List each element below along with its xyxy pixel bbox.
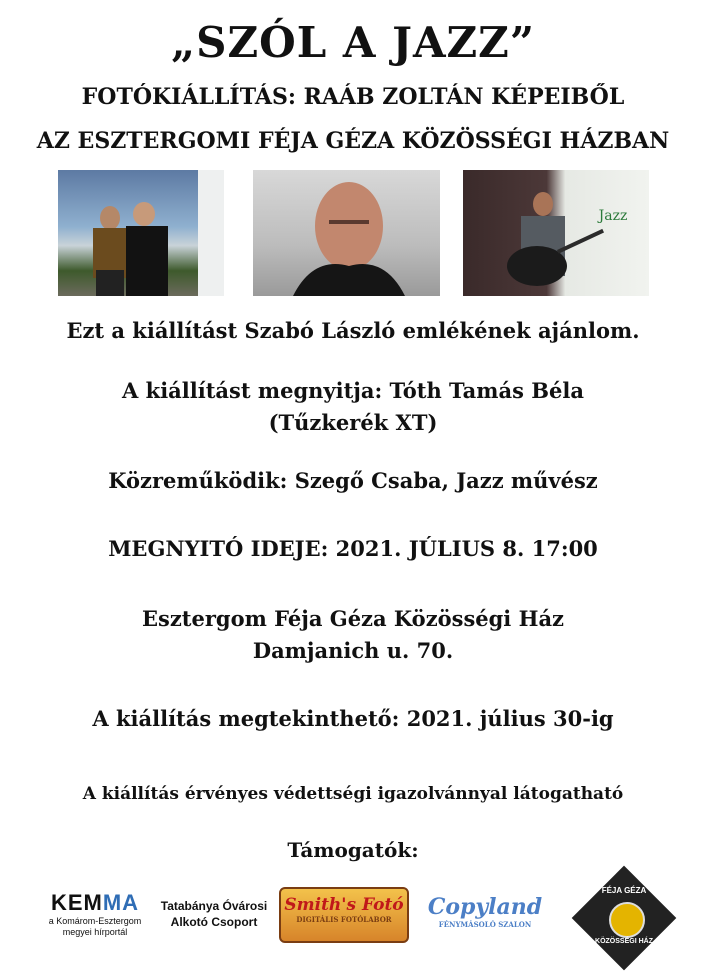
feja-geza-logo: [572, 866, 676, 970]
sponsors-label: Támogatók:: [287, 838, 419, 862]
entry-notice: A kiállítás érvényes védettségi igazolvánnyal látogatható: [82, 784, 624, 804]
viewable-until: A kiállítás megtekinthető: 2021. július 30-ig: [92, 706, 614, 731]
copyland-title: Copyland: [427, 894, 543, 920]
kemma-logo: [40, 880, 150, 940]
feja-logo-top: FÉJA GÉZA: [601, 886, 647, 895]
feja-logo-bottom: KÖZÖSSÉGI HÁZ: [595, 938, 653, 945]
opening-time: MEGNYITÓ IDEJE: 2021. JÚLIUS 8. 17:00: [108, 536, 598, 561]
exhibition-subtitle: FOTÓKIÁLLÍTÁS: RAÁB ZOLTÁN KÉPEIBŐL: [81, 84, 625, 110]
kemma-logo-ke: KEM: [50, 890, 103, 915]
photo-guitarist: [463, 170, 649, 296]
dedication-text: Ezt a kiállítást Szabó László emlékének ajánlom.: [66, 318, 640, 343]
copyland-subtitle: FÉNYMÁSOLÓ SZALON: [438, 920, 532, 929]
tatabanya-logo: [158, 880, 270, 958]
smiths-foto-title: Smith's Fotó: [284, 895, 404, 915]
venue-address: Damjanich u. 70.: [252, 638, 454, 663]
smiths-foto-subtitle: DIGITÁLIS FOTÓLABOR: [296, 915, 392, 924]
kemma-subtitle-1: a Komárom-Esztergom: [48, 916, 142, 926]
wheel-icon: [609, 902, 645, 938]
performer-text: Közreműködik: Szegő Csaba, Jazz művész: [108, 468, 598, 493]
venue-name: Esztergom Féja Géza Közösségi Ház: [142, 606, 564, 631]
tatabanya-line-1: Tatabánya Óvárosi: [160, 899, 268, 913]
svg-text:Jazz: Jazz: [598, 208, 628, 224]
kemma-subtitle-2: megyei hírportál: [62, 927, 128, 937]
copyland-logo: [420, 880, 550, 940]
opener-affiliation: (Tűzkerék XT): [268, 410, 438, 435]
venue-subtitle: AZ ESZTERGOMI FÉJA GÉZA KÖZÖSSÉGI HÁZBAN: [36, 128, 670, 154]
smiths-foto-logo: [279, 887, 409, 943]
tatabanya-line-2: Alkotó Csoport: [170, 915, 258, 929]
photo-portrait: [253, 170, 440, 296]
photo-two-musicians: [58, 170, 224, 296]
poster-title: „SZÓL A JAZZ”: [170, 18, 536, 67]
opener-text: A kiállítást megnyitja: Tóth Tamás Béla: [122, 378, 584, 403]
kemma-logo-ma: MA: [102, 890, 140, 915]
